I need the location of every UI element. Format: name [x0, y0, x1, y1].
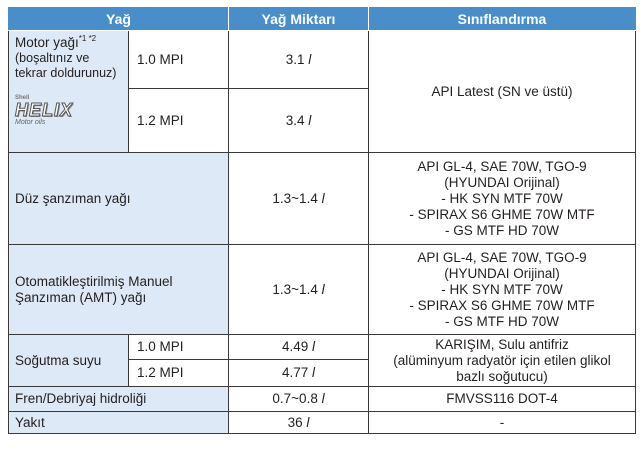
manual-amount: 1.3~1.4 l	[229, 153, 369, 245]
motor-variant-1: 1.0 MPI	[129, 31, 229, 89]
amt-amount: 1.3~1.4 l	[229, 245, 369, 335]
motor-oil-label: Motor yağı	[15, 35, 79, 50]
header-classification: Sınıflandırma	[369, 8, 636, 31]
coolant-label: Soğutma suyu	[9, 335, 129, 387]
fluid-capacity-table	[8, 7, 636, 434]
motor-oil-cell	[9, 31, 129, 153]
motor-amount-2: 3.4 l	[229, 89, 369, 153]
fuel-amount: 36 l	[229, 412, 369, 434]
fuel-label: Yakıt	[9, 412, 229, 434]
table-header-row	[9, 8, 636, 31]
brake-amount: 0.7~0.8 l	[229, 387, 369, 412]
fuel-classification: -	[369, 412, 636, 434]
amt-label: Otomatikleştirilmiş Manuel Şanzıman (AMT) yağı	[9, 245, 229, 335]
header-amount: Yağ Miktarı	[229, 8, 369, 31]
manual-label: Düz şanzıman yağı	[9, 153, 229, 245]
table-row-fuel	[9, 412, 636, 434]
coolant-variant-1: 1.0 MPI	[129, 335, 229, 360]
motor-amount-1: 3.1 l	[229, 31, 369, 89]
table-row-motor-1	[9, 31, 636, 89]
coolant-classification: KARIŞIM, Sulu antifriz (alüminyum radyatör için etilen glikol bazlı soğutucu)	[369, 335, 636, 387]
motor-note-line1: (boşaltınız ve	[15, 51, 90, 65]
table-row-coolant-1	[9, 335, 636, 360]
table-row-manual	[9, 153, 636, 245]
brake-classification: FMVSS116 DOT-4	[369, 387, 636, 412]
table-row-amt	[9, 245, 636, 335]
amt-classification: API GL-4, SAE 70W, TGO-9 (HYUNDAI Orijinal) - HK SYN MTF 70W - SPIRAX S6 GHME 70W MTF - GS MTF HD 70W	[369, 245, 636, 335]
motor-classification: API Latest (SN ve üstü)	[369, 31, 636, 153]
table-row-brake	[9, 387, 636, 412]
motor-note-line2: tekrar doldurunuz)	[15, 66, 117, 80]
coolant-amount-2: 4.77 l	[229, 360, 369, 387]
coolant-variant-2: 1.2 MPI	[129, 360, 229, 387]
coolant-amount-1: 4.49 l	[229, 335, 369, 360]
brake-label: Fren/Debriyaj hidroliği	[9, 387, 229, 412]
shell-helix-logo: Shell HELIX Motor oils	[15, 95, 74, 126]
manual-classification: API GL-4, SAE 70W, TGO-9 (HYUNDAI Orijinal) - HK SYN MTF 70W - SPIRAX S6 GHME 70W MTF - GS MTF HD 70W	[369, 153, 636, 245]
motor-oil-footnote: *1 *2	[78, 34, 97, 43]
motor-variant-2: 1.2 MPI	[129, 89, 229, 153]
header-fluid: Yağ	[9, 8, 229, 31]
